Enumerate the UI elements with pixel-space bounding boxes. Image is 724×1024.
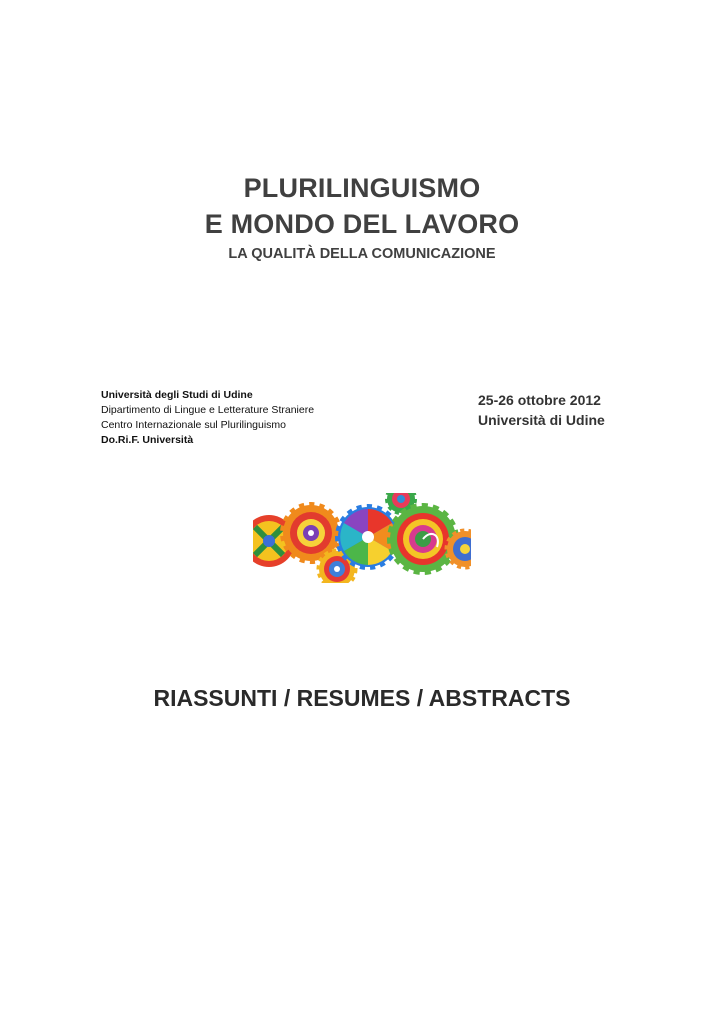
- document-subtitle: LA QUALITÀ DELLA COMUNICAZIONE: [228, 246, 496, 262]
- organizer-department: Dipartimento di Lingue e Letterature Straniere: [101, 404, 315, 416]
- organizers-block: [101, 388, 401, 448]
- event-venue: Università di Udine: [478, 412, 605, 428]
- event-dates: 25-26 ottobre 2012: [478, 392, 601, 408]
- event-block: [478, 390, 658, 430]
- organizer-centre: Centro Internazionale sul Plurilinguismo: [101, 419, 287, 431]
- section-title: RIASSUNTI / RESUMES / ABSTRACTS: [153, 685, 571, 711]
- organizer-university: Università degli Studi di Udine: [101, 389, 253, 401]
- document-title-line-1: PLURILINGUISMO: [243, 173, 481, 203]
- colorful-gears-icon: [253, 493, 471, 583]
- organizer-dorif: Do.Ri.F. Università: [101, 434, 194, 446]
- title-block: [0, 170, 724, 264]
- document-title-line-2: E MONDO DEL LAVORO: [204, 209, 520, 239]
